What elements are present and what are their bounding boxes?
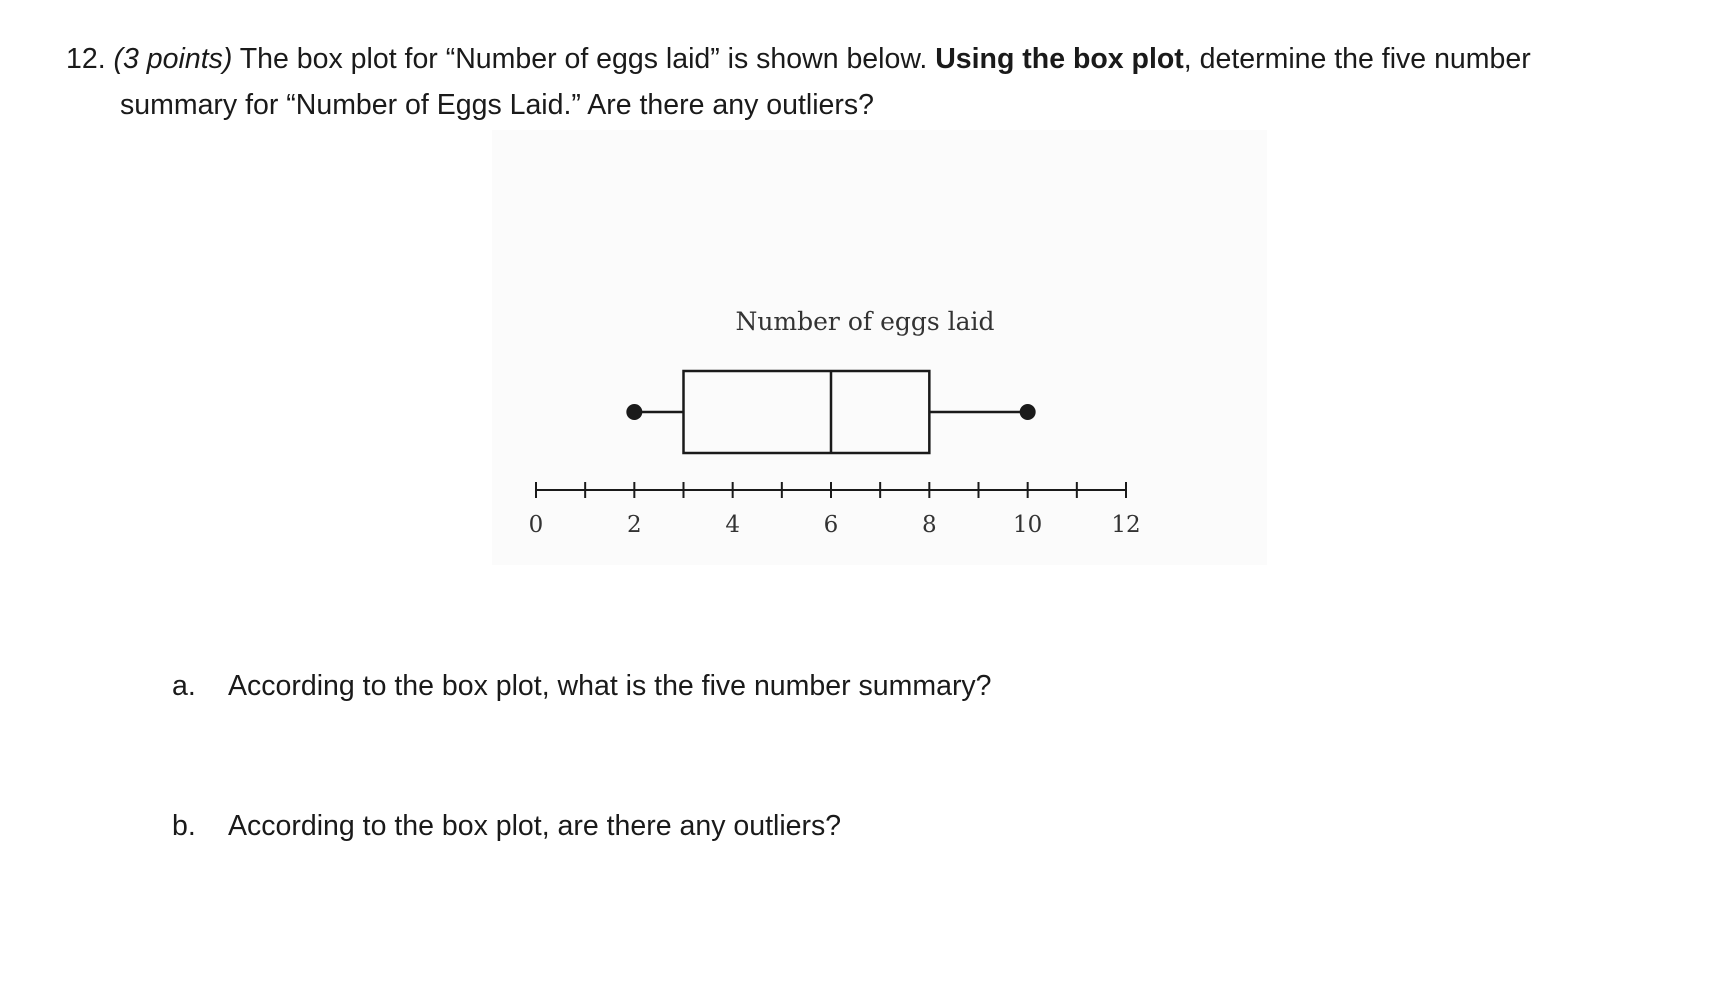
min-point <box>626 404 642 420</box>
question-12 <box>66 36 1666 128</box>
box-plot-figure <box>492 130 1267 565</box>
question-text-1: The box plot for “Number of eggs laid” is shown below. <box>232 43 936 75</box>
x-axis-tick-label: 0 <box>528 512 544 538</box>
x-axis-tick-label: 10 <box>1013 512 1043 538</box>
subquestion-b-text: According to the box plot, are there any outliers? <box>228 810 842 842</box>
x-axis-tick-label: 6 <box>823 512 839 538</box>
subquestion-a-text: According to the box plot, what is the five number summary? <box>228 670 992 702</box>
x-axis-tick-label: 8 <box>922 512 937 538</box>
question-text-2: , determine the five number <box>1183 43 1531 75</box>
question-line-1 <box>66 36 1666 82</box>
x-axis-tick-label: 12 <box>1111 512 1141 538</box>
question-points: (3 points) <box>113 43 233 75</box>
subquestion-a <box>172 666 992 706</box>
question-line-2: summary for “Number of Eggs Laid.” Are there any outliers? <box>120 89 874 121</box>
x-axis-tick-label: 4 <box>725 512 740 538</box>
box-plot-chart <box>492 130 1267 565</box>
chart-title: Number of eggs laid <box>735 307 995 336</box>
max-point <box>1020 404 1036 420</box>
subquestion-b <box>172 806 841 846</box>
subquestion-b-letter: b. <box>172 810 196 842</box>
subquestion-a-letter: a. <box>172 670 196 702</box>
interquartile-box <box>684 371 930 453</box>
x-axis-tick-label: 2 <box>627 512 642 538</box>
question-number: 12. <box>66 43 106 75</box>
question-bold-text: Using the box plot <box>935 43 1184 75</box>
